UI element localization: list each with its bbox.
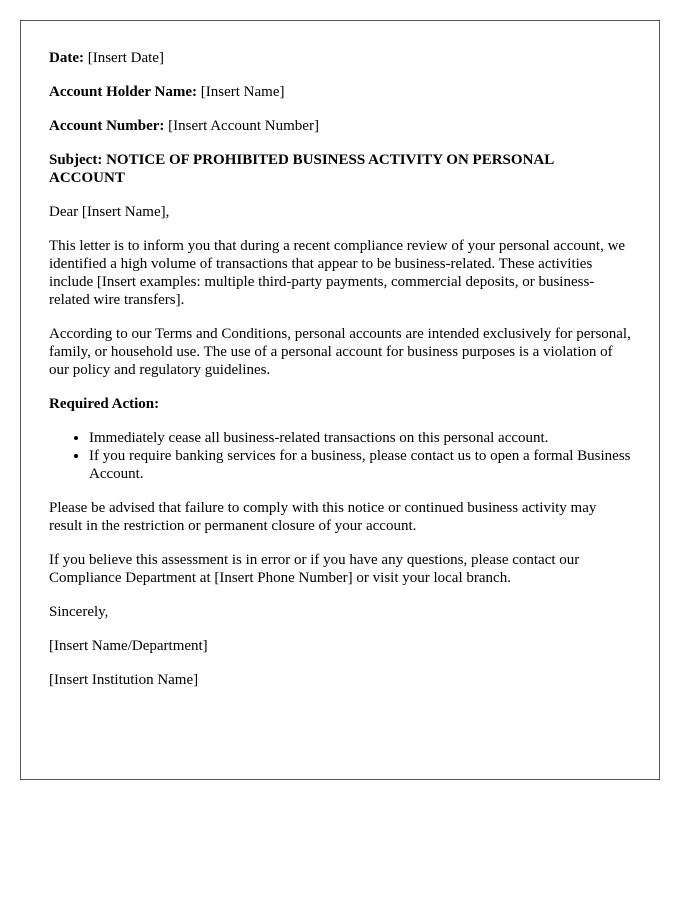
action-list bbox=[49, 429, 631, 483]
account-holder-line bbox=[49, 83, 631, 101]
signature-block bbox=[49, 637, 631, 689]
account-number-value: [Insert Account Number] bbox=[168, 118, 319, 134]
account-details bbox=[49, 83, 631, 135]
signer-name: [Insert Name/Department] bbox=[49, 638, 208, 654]
account-number-label: Account Number: bbox=[49, 118, 165, 134]
subject-label: Subject: bbox=[49, 152, 103, 168]
account-holder-label: Account Holder Name: bbox=[49, 84, 198, 100]
account-number-line bbox=[49, 117, 631, 135]
letter-page bbox=[20, 20, 660, 780]
body-paragraph-2: According to our Terms and Conditions, personal accounts are intended exclusively for personal, family, or household use. The use of a personal account for business purposes is a violation of our policy and regulatory guidelines. bbox=[49, 326, 631, 378]
salutation: Dear [Insert Name], bbox=[49, 204, 170, 220]
body-paragraph-1: This letter is to inform you that during a recent compliance review of your personal account, we identified a high volume of transactions that appear to be business-related. These activities include [Insert examples: multiple third-party payments, commercial deposits, or business-related wire transfers]. bbox=[49, 238, 626, 308]
account-holder-value: [Insert Name] bbox=[200, 84, 285, 100]
subject-value: NOTICE OF PROHIBITED BUSINESS ACTIVITY ON PERSONAL ACCOUNT bbox=[49, 152, 554, 186]
body-paragraph-4: If you believe this assessment is in error or if you have any questions, please contact our Compliance Department at [Insert Phone Number] or visit your local branch. bbox=[49, 552, 580, 586]
date-label: Date: bbox=[49, 50, 84, 66]
action-item: • If you require banking services for a business, please contact us to open a formal Business Account. bbox=[89, 447, 631, 483]
required-action-label: Required Action: bbox=[49, 396, 160, 412]
body-paragraph-3: Please be advised that failure to comply with this notice or continued business activity may result in the restriction or permanent closure of your account. bbox=[49, 500, 597, 534]
date-line bbox=[49, 49, 631, 67]
signer-institution: [Insert Institution Name] bbox=[49, 672, 199, 688]
action-item: • Immediately cease all business-related transactions on this personal account. bbox=[89, 429, 631, 447]
subject-line bbox=[49, 151, 631, 187]
required-action-heading bbox=[49, 395, 631, 413]
closing: Sincerely, bbox=[49, 604, 109, 620]
date-value: [Insert Date] bbox=[87, 50, 164, 66]
